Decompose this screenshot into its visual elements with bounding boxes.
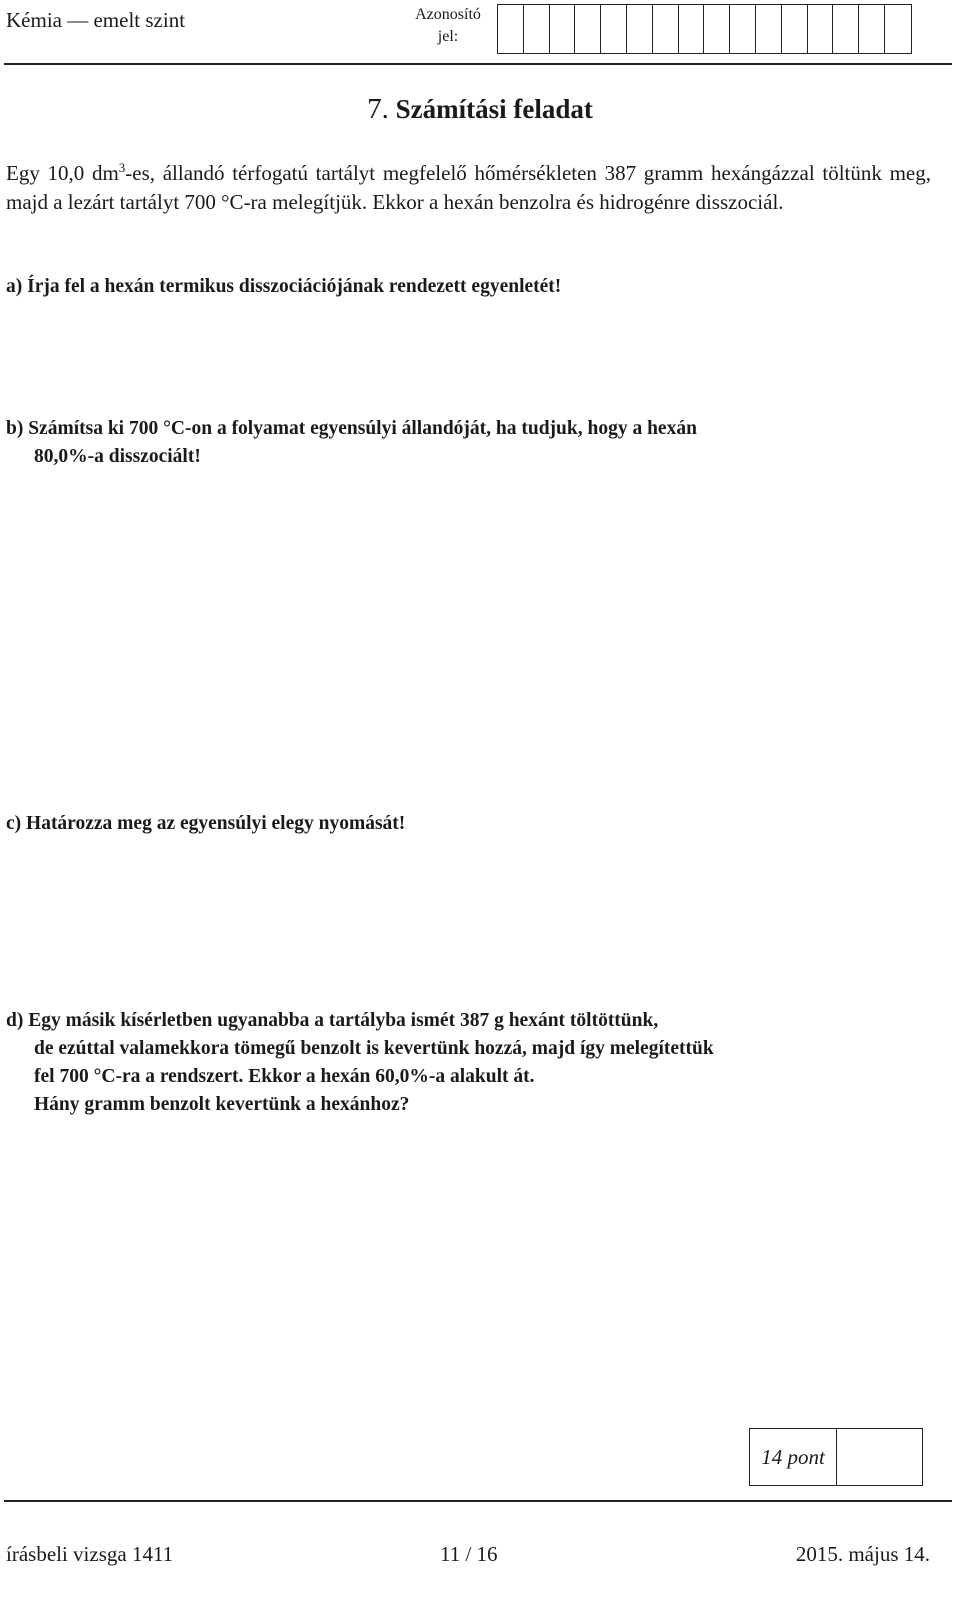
id-input-grid[interactable] <box>497 4 912 54</box>
question-b-line1: b) Számítsa ki 700 °C-on a folyamat egyensúlyi állandóját, ha tudjuk, hogy a hexán <box>6 418 697 439</box>
id-cell[interactable] <box>704 5 730 53</box>
intro-superscript: 3 <box>118 160 126 175</box>
task-intro <box>6 159 931 217</box>
id-cell[interactable] <box>859 5 885 53</box>
task-number: 7. <box>367 93 389 125</box>
id-cell[interactable] <box>782 5 808 53</box>
intro-part2: -es, állandó térfogatú tartályt megfelelő hőmérsékleten 387 gramm hexángázzal töltünk meg, majd a lezárt tartályt 700 °C-ra melegítjük. Ekkor a hexán benzolra és hidrogénre disszociál. <box>6 161 931 214</box>
id-cell[interactable] <box>730 5 756 53</box>
question-d <box>6 1007 906 1119</box>
id-cell[interactable] <box>885 5 911 53</box>
footer-divider <box>4 1500 952 1502</box>
id-cell[interactable] <box>679 5 705 53</box>
question-d-line1: d) Egy másik kísérletben ugyanabba a tartályba ismét 387 g hexánt töltöttünk, <box>6 1010 659 1031</box>
footer-exam-code: írásbeli vizsga 1411 <box>6 1542 174 1566</box>
footer-date: 2015. május 14. <box>795 1542 930 1566</box>
score-label: 14 pont <box>750 1429 837 1485</box>
header-divider <box>4 63 952 65</box>
id-cell[interactable] <box>833 5 859 53</box>
score-box <box>749 1428 923 1486</box>
question-b <box>6 415 906 471</box>
subject-title: Kémia — emelt szint <box>6 8 186 32</box>
id-label <box>405 4 491 48</box>
id-cell[interactable] <box>653 5 679 53</box>
id-cell[interactable] <box>601 5 627 53</box>
task-title-text: Számítási feladat <box>395 94 593 124</box>
question-c-text: c) Határozza meg az egyensúlyi elegy nyomását! <box>6 813 406 834</box>
id-cell[interactable] <box>550 5 576 53</box>
page-header <box>0 0 960 66</box>
question-b-line2: 80,0%-a disszociált! <box>34 446 201 467</box>
id-cell[interactable] <box>808 5 834 53</box>
question-a-text: a) Írja fel a hexán termikus disszociációjának rendezett egyenletét! <box>6 276 562 297</box>
question-d-line4: Hány gramm benzolt kevertünk a hexánhoz? <box>34 1094 410 1115</box>
id-cell[interactable] <box>498 5 524 53</box>
id-label-line1: Azonosító <box>415 6 481 23</box>
question-a <box>6 273 906 301</box>
question-d-line3: fel 700 °C-ra a rendszert. Ekkor a hexán 60,0%-a alakult át. <box>34 1066 535 1087</box>
id-cell[interactable] <box>575 5 601 53</box>
id-label-line2: jel: <box>437 28 459 45</box>
id-cell[interactable] <box>627 5 653 53</box>
footer-page-number: 11 / 16 <box>440 1542 498 1566</box>
intro-part1: Egy 10,0 dm <box>6 161 119 185</box>
task-title <box>0 93 960 126</box>
score-entry-field[interactable] <box>837 1429 922 1485</box>
id-cell[interactable] <box>524 5 550 53</box>
id-cell[interactable] <box>756 5 782 53</box>
question-c <box>6 810 906 838</box>
question-d-line2: de ezúttal valamekkora tömegű benzolt is kevertünk hozzá, majd így melegítettük <box>34 1038 714 1059</box>
